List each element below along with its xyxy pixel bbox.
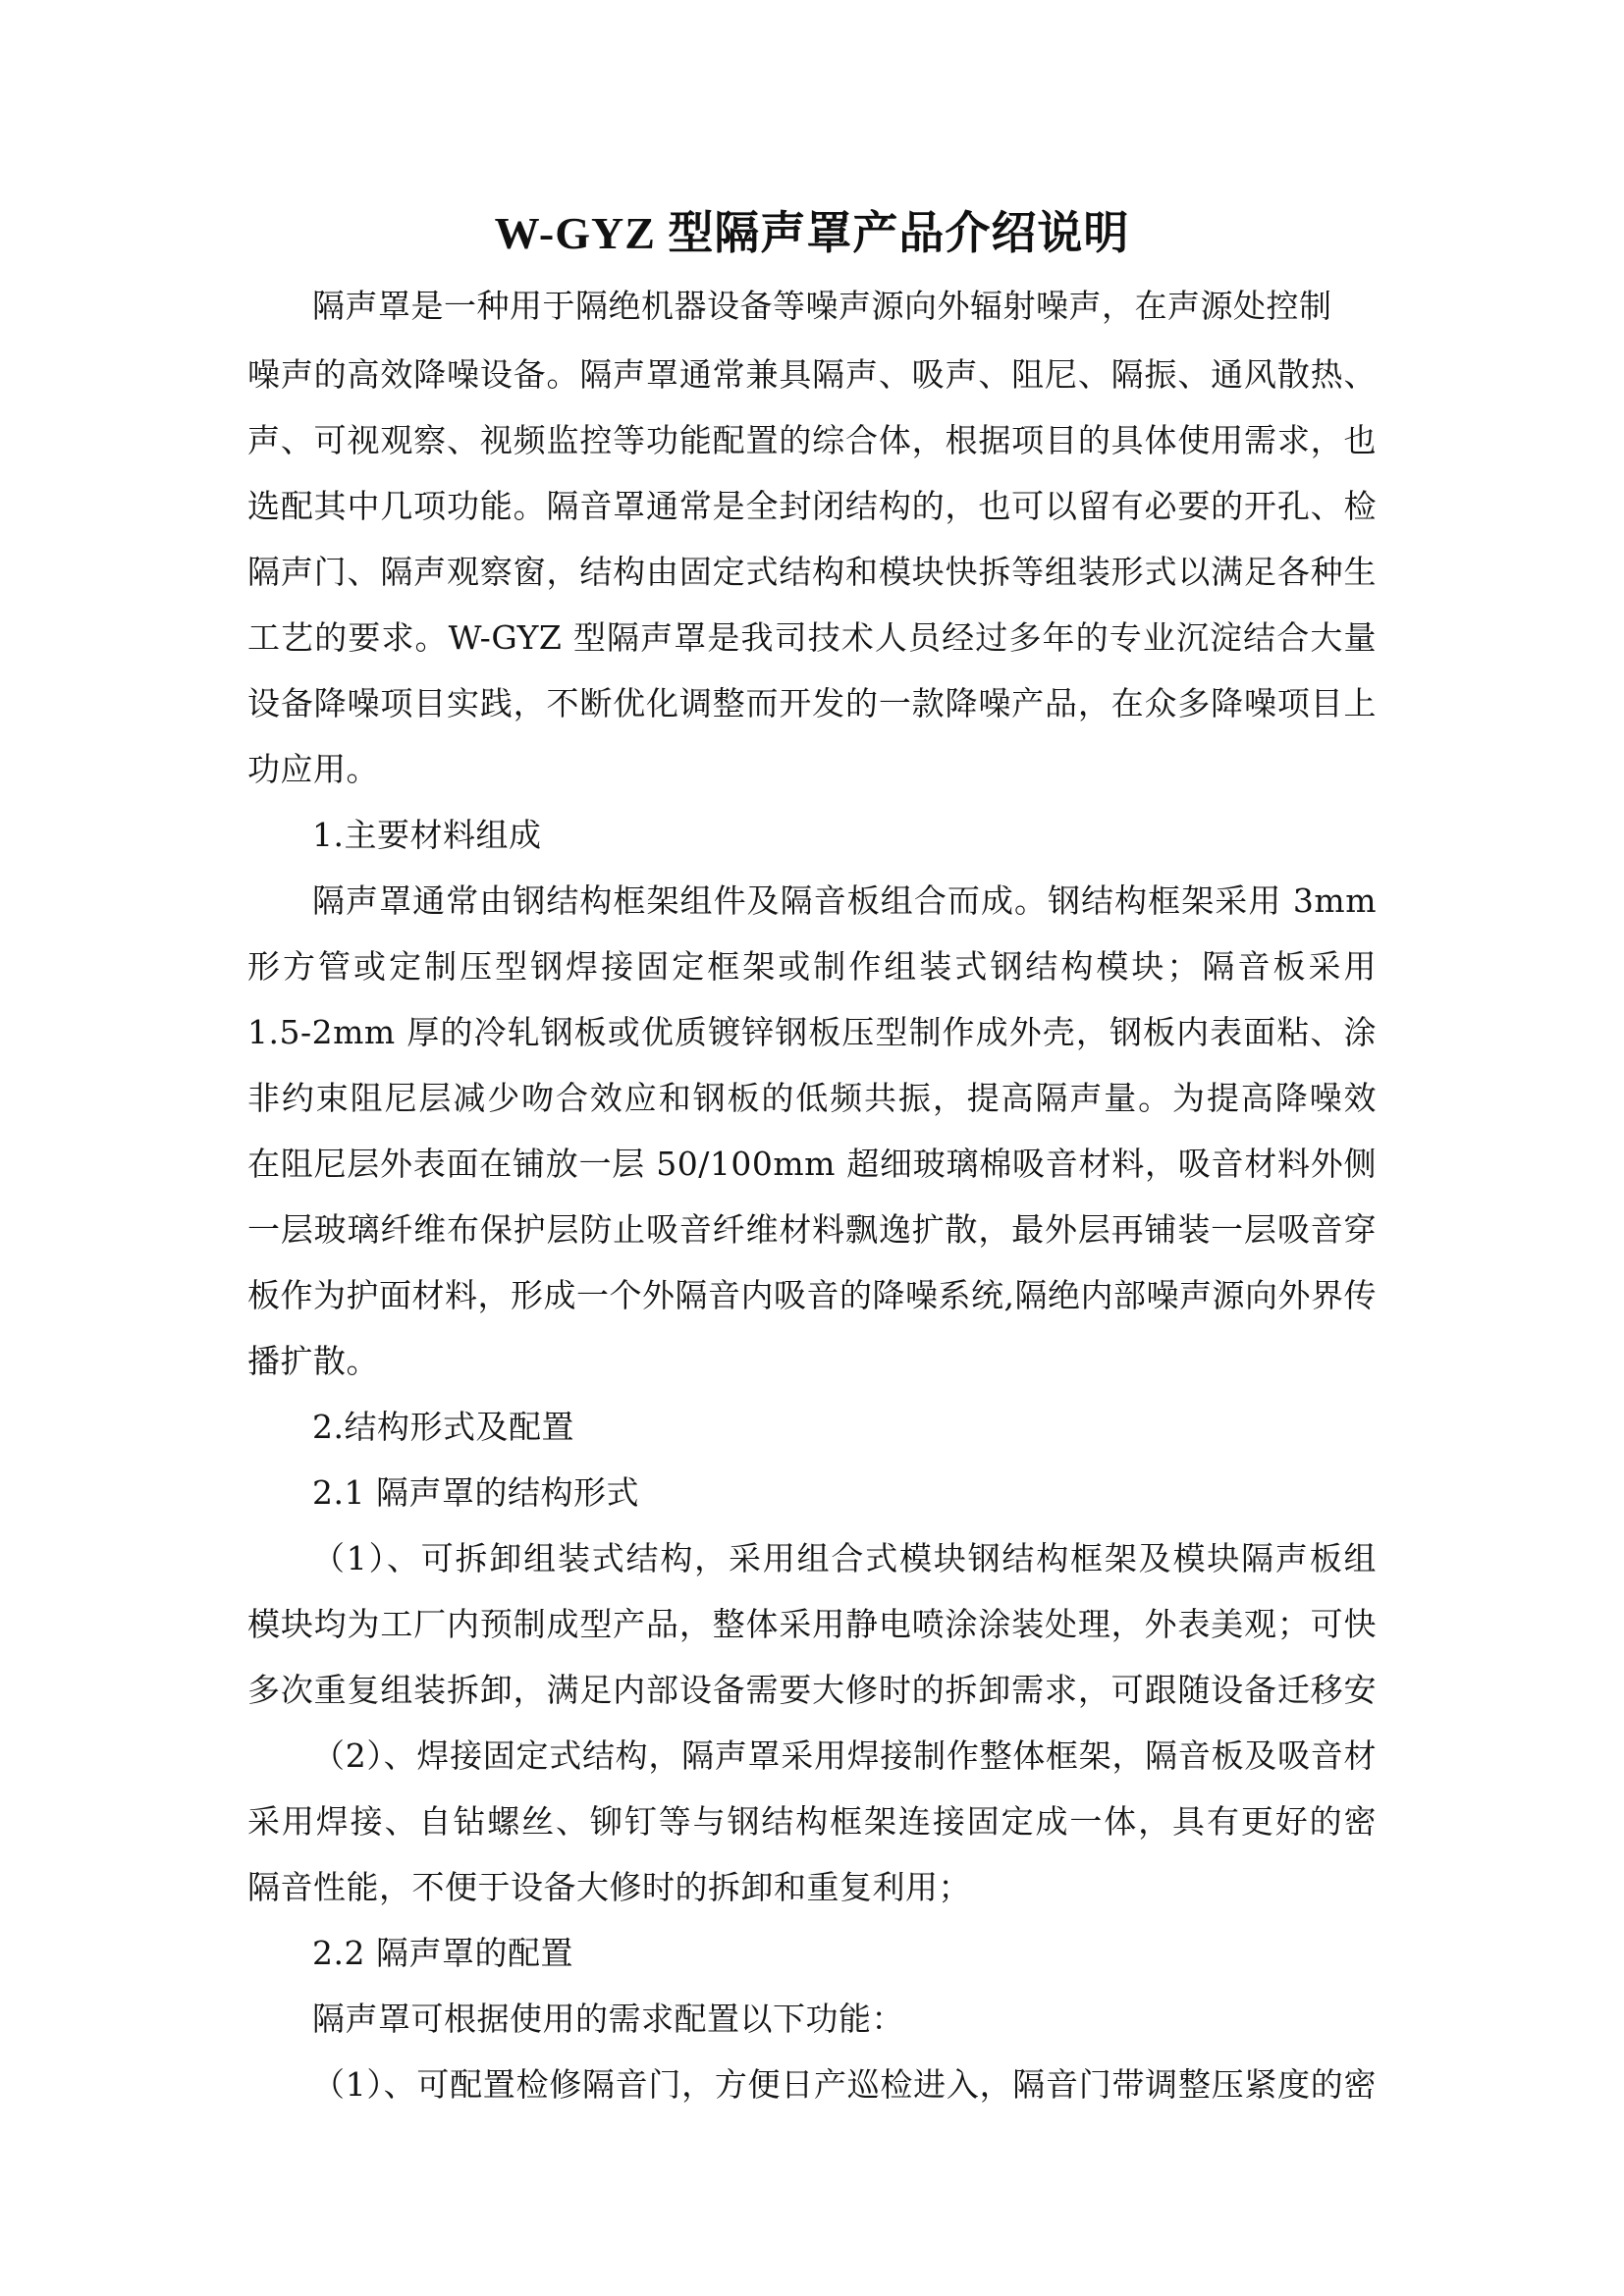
- subsection-heading: 2.1 隔声罩的结构形式: [312, 1473, 639, 1512]
- paragraph-line: （2）、焊接固定式结构，隔声罩采用焊接制作整体框架，隔音板及吸音材: [312, 1736, 1377, 1775]
- paragraph-line: 选配其中几项功能。隔音罩通常是全封闭结构的，也可以留有必要的开孔、检: [247, 487, 1377, 525]
- paragraph-line: 非约束阻尼层减少吻合效应和钢板的低频共振，提高隔声量。为提高降噪效: [247, 1079, 1377, 1117]
- paragraph-line: 噪声的高效降噪设备。隔声罩通常兼具隔声、吸声、阻尼、隔振、通风散热、: [247, 355, 1377, 394]
- paragraph-line: 板作为护面材料，形成一个外隔音内吸音的降噪系统,隔绝内部噪声源向外界传: [247, 1276, 1377, 1314]
- paragraph-line: 声、可视观察、视频监控等功能配置的综合体，根据项目的具体使用需求，也: [247, 421, 1377, 459]
- section-heading: 2.结构形式及配置: [312, 1408, 574, 1446]
- section-heading: 1.主要材料组成: [312, 816, 542, 854]
- paragraph-line: 功应用。: [247, 750, 379, 788]
- paragraph-line: 多次重复组装拆卸，满足内部设备需要大修时的拆卸需求，可跟随设备迁移安: [247, 1671, 1377, 1709]
- paragraph-line: 1.5-2mm 厚的冷轧钢板或优质镀锌钢板压型制作成外壳，钢板内表面粘、涂: [247, 1013, 1377, 1051]
- paragraph-line: 隔音性能，不便于设备大修时的拆卸和重复利用；: [247, 1868, 971, 1906]
- paragraph-line: （1）、可拆卸组装式结构，采用组合式模块钢结构框架及模块隔声板组: [312, 1539, 1377, 1577]
- paragraph-line: 形方管或定制压型钢焊接固定框架或制作组装式钢结构模块；隔音板采用: [247, 947, 1377, 986]
- paragraph-line: 隔声罩是一种用于隔绝机器设备等噪声源向外辐射噪声，在声源处控制: [312, 287, 1332, 325]
- paragraph-line: 隔声门、隔声观察窗，结构由固定式结构和模块快拆等组装形式以满足各种生: [247, 553, 1377, 591]
- paragraph-line: 播扩散。: [247, 1342, 379, 1380]
- document-title: W-GYZ 型隔声罩产品介绍说明: [494, 208, 1130, 258]
- paragraph-line: 采用焊接、自钻螺丝、铆钉等与钢结构框架连接固定成一体，具有更好的密: [247, 1802, 1377, 1841]
- paragraph-line: 工艺的要求。W-GYZ 型隔声罩是我司技术人员经过多年的专业沉淀结合大量: [247, 618, 1377, 657]
- paragraph-line: 隔声罩通常由钢结构框架组件及隔音板组合而成。钢结构框架采用 3mm: [312, 881, 1377, 920]
- paragraph-line: 一层玻璃纤维布保护层防止吸音纤维材料飘逸扩散，最外层再铺装一层吸音穿: [247, 1210, 1377, 1249]
- paragraph-line: 在阻尼层外表面在铺放一层 50/100mm 超细玻璃棉吸音材料，吸音材料外侧: [247, 1145, 1377, 1183]
- paragraph-line: 设备降噪项目实践，不断优化调整而开发的一款降噪产品，在众多降噪项目上: [247, 684, 1377, 722]
- paragraph-line: 隔声罩可根据使用的需求配置以下功能：: [312, 2000, 904, 2038]
- paragraph-line: （1）、可配置检修隔音门，方便日产巡检进入，隔音门带调整压紧度的密: [312, 2065, 1377, 2104]
- paragraph-line: 模块均为工厂内预制成型产品，整体采用静电喷涂涂装处理，外表美观；可快: [247, 1605, 1377, 1643]
- subsection-heading: 2.2 隔声罩的配置: [312, 1934, 573, 1972]
